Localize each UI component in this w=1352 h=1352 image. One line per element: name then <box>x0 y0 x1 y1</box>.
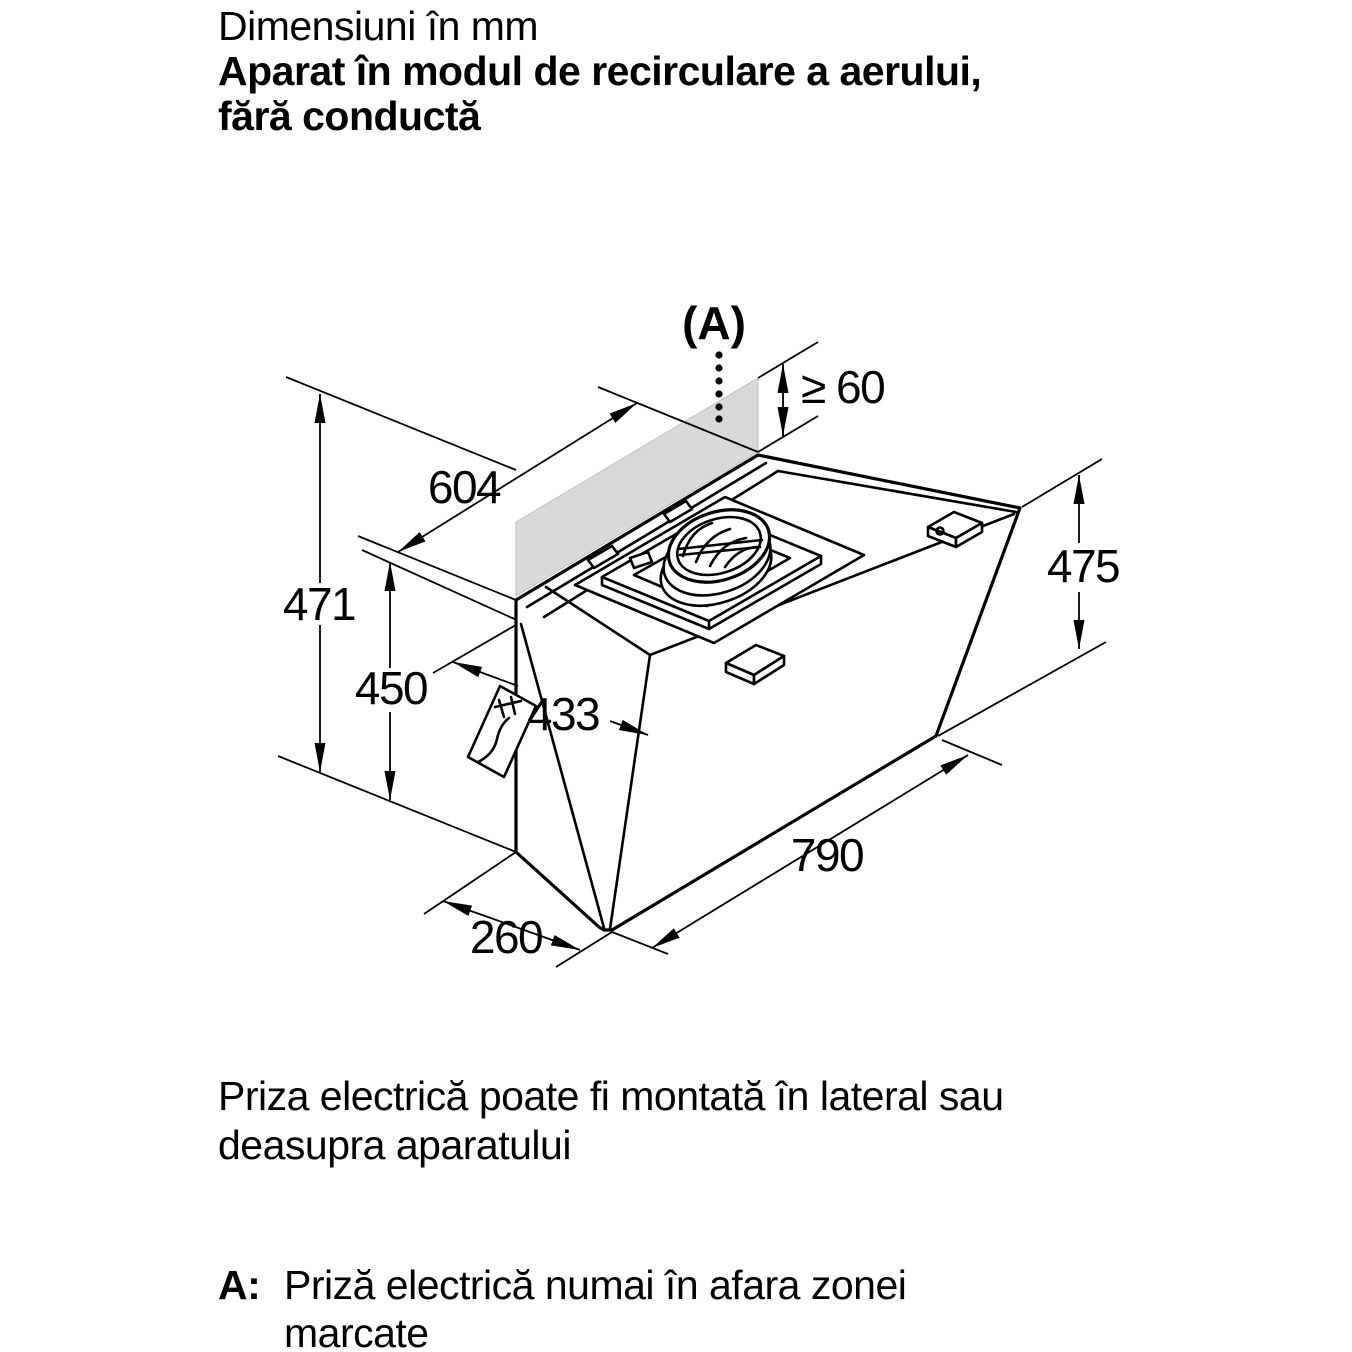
page-title-line2: fără conductă <box>218 93 481 139</box>
dim-top-width: 604 <box>427 461 501 513</box>
note-a-line2: marcate <box>284 1310 429 1352</box>
dim-bottom-depth: 260 <box>469 911 543 963</box>
dim-total-height: 471 <box>282 578 356 630</box>
units-subtitle: Dimensiuni în mm <box>218 3 539 49</box>
note-socket-position <box>218 1072 1004 1170</box>
note-socket-line1: Priza electrică poate fi montată în lateral sau <box>218 1073 1004 1119</box>
dim-front-height: 475 <box>1046 540 1120 592</box>
dim-top-depth: 433 <box>526 688 600 740</box>
zone-label: (A) <box>682 297 746 349</box>
dim-rear-height: 450 <box>354 662 428 714</box>
dim-min-clearance: ≥ 60 <box>801 361 885 413</box>
dim-front-width: 790 <box>790 829 864 881</box>
note-socket-line2: deasupra aparatului <box>218 1122 571 1168</box>
page-title-line1: Aparat în modul de recirculare a aerului, <box>218 48 982 94</box>
note-a-label: A: <box>218 1262 261 1308</box>
note-a-line1: Priză electrică numai în afara zonei <box>284 1262 907 1308</box>
